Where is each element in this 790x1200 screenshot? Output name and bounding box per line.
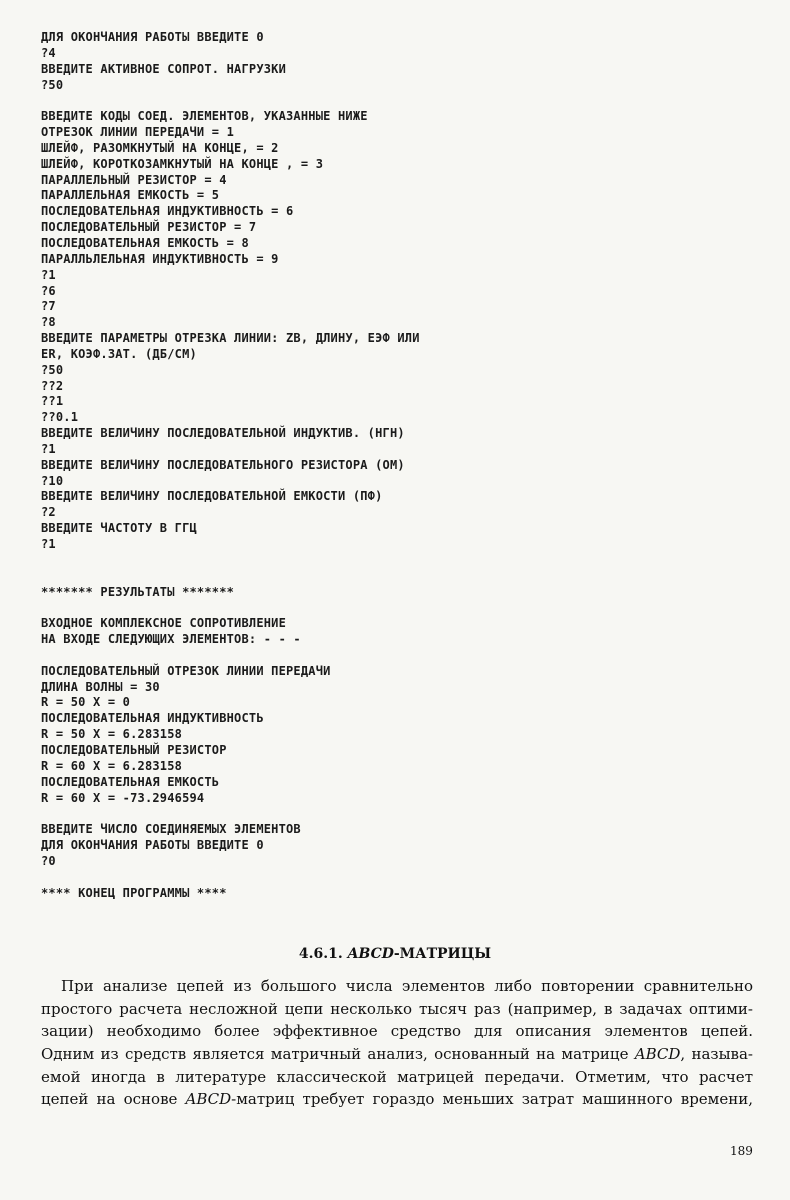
listing-line [41,806,741,822]
body-text-segment: Одним из средств является матричный анализ, основанный на матрице [41,1045,635,1064]
listing-line [41,553,741,569]
listing-line: ВВЕДИТЕ ПАРАМЕТРЫ ОТРЕЗКА ЛИНИИ: ZВ, ДЛИНУ, ЕЭФ ИЛИ [41,331,420,346]
listing-line: ВХОДНОЕ КОМПЛЕКСНОЕ СОПРОТИВЛЕНИЕ [41,616,287,631]
body-line [41,1043,753,1066]
listing-line: ПАРАЛЛЕЛЬНАЯ ЕМКОСТЬ = 5 [41,188,220,203]
italic-term: ABCD [634,1045,681,1064]
listing-line: ПОСЛЕДОВАТЕЛЬНАЯ ЕМКОСТЬ [41,774,220,789]
listing-line: ПАРАЛЛЬЛЕЛЬНАЯ ИНДУКТИВНОСТЬ = 9 [41,251,279,266]
listing-line: R = 50 X = 6.283158 [41,727,183,742]
listing-line: ER, КОЭФ.ЗАТ. (ДБ/СМ) [41,346,197,361]
listing-line: ??1 [41,394,64,409]
body-line [41,998,753,1021]
listing-line: ПАРАЛЛЕЛЬНЫЙ РЕЗИСТОР = 4 [41,172,227,187]
listing-line: ВВЕДИТЕ АКТИВНОЕ СОПРОТ. НАГРУЗКИ [41,61,287,76]
section-heading [0,946,790,962]
listing-line: ?1 [41,441,56,456]
body-text-segment: -матриц требует гораздо меньших затрат машинного времени, [231,1090,753,1109]
body-line [41,975,753,998]
listing-line: ДЛИНА ВОЛНЫ = 30 [41,679,160,694]
body-line [41,1066,753,1089]
listing-line: ?6 [41,283,56,298]
listing-line: R = 60 X = 6.283158 [41,758,183,773]
page-number: 189 [730,1144,753,1158]
listing-line [41,600,741,616]
listing-line: ?50 [41,362,64,377]
listing-line: **** КОНЕЦ ПРОГРАММЫ **** [41,885,227,900]
listing-line: ПОСЛЕДОВАТЕЛЬНАЯ ИНДУКТИВНОСТЬ [41,711,264,726]
section-number: 4.6.1. [298,946,343,962]
listing-line [41,569,741,585]
listing-line: ?0 [41,853,56,868]
listing-line: ПОСЛЕДОВАТЕЛЬНЫЙ ОТРЕЗОК ЛИНИИ ПЕРЕДАЧИ [41,663,331,678]
section-title-text: -МАТРИЦЫ [393,946,492,962]
listing-line: ?1 [41,537,56,551]
listing-line: ОТРЕЗОК ЛИНИИ ПЕРЕДАЧИ = 1 [41,125,235,140]
listing-line: ПОСЛЕДОВАТЕЛЬНЫЙ РЕЗИСТОР = 7 [41,220,257,235]
listing-line: ?10 [41,473,64,488]
body-line [41,1020,753,1043]
section-abcd: ABCD [347,946,394,962]
listing-line: ??2 [41,378,64,393]
listing-line: ?8 [41,315,56,330]
listing-line: ******* РЕЗУЛЬТАТЫ ******* [41,584,235,599]
body-paragraph [41,975,753,1111]
listing-line: ??0.1 [41,410,79,425]
program-listing [41,30,741,901]
italic-term: ABCD [185,1090,232,1109]
body-text-segment: цепей на основе [41,1090,186,1109]
listing-line: ВВЕДИТЕ ЧИСЛО СОЕДИНЯЕМЫХ ЭЛЕМЕНТОВ [41,822,301,837]
listing-line [41,93,741,109]
listing-line: ?1 [41,267,56,282]
body-text-segment: зации) необходимо более эффективное средство для описания элементов цепей. [41,1022,753,1041]
listing-line: ВВЕДИТЕ ВЕЛИЧИНУ ПОСЛЕДОВАТЕЛЬНОЙ ЕМКОСТИ (ПФ) [41,489,383,504]
listing-line: ВВЕДИТЕ ЧАСТОТУ В ГГЦ [41,521,197,536]
listing-line: ШЛЕЙФ, КОРОТКОЗАМКНУТЫЙ НА КОНЦЕ , = 3 [41,156,324,171]
listing-line: R = 50 X = 0 [41,695,131,710]
listing-line: ДЛЯ ОКОНЧАНИЯ РАБОТЫ ВВЕДИТЕ 0 [41,30,264,44]
listing-line: ?4 [41,45,56,60]
listing-line: ПОСЛЕДОВАТЕЛЬНАЯ ИНДУКТИВНОСТЬ = 6 [41,204,294,219]
listing-line: ?7 [41,299,56,314]
body-text-segment: простого расчета несложной цепи несколько тысяч раз (например, в задачах оптими- [41,999,753,1018]
listing-line: НА ВХОДЕ СЛЕДУЮЩИХ ЭЛЕМЕНТОВ: - - - [41,632,301,647]
listing-line: ВВЕДИТЕ ВЕЛИЧИНУ ПОСЛЕДОВАТЕЛЬНОГО РЕЗИСТОРА (ОМ) [41,457,405,472]
listing-line: ДЛЯ ОКОНЧАНИЯ РАБОТЫ ВВЕДИТЕ 0 [41,838,264,853]
body-text-segment: емой иногда в литературе классической матрицей передачи. Отметим, что расчет [41,1067,753,1086]
listing-line [41,648,741,664]
listing-line: ?2 [41,505,56,520]
listing-line: ВВЕДИТЕ КОДЫ СОЕД. ЭЛЕМЕНТОВ, УКАЗАННЫЕ НИЖЕ [41,109,368,124]
listing-line: R = 60 X = -73.2946594 [41,790,205,805]
body-line [41,1088,753,1111]
body-text-segment: , называ- [680,1045,753,1064]
listing-line: ?50 [41,77,64,92]
listing-line: ВВЕДИТЕ ВЕЛИЧИНУ ПОСЛЕДОВАТЕЛЬНОЙ ИНДУКТИВ. (НГН) [41,426,405,441]
body-text-segment: При анализе цепей из большого числа элементов либо повторении сравнительно [61,977,753,995]
listing-line: ШЛЕЙФ, РАЗОМКНУТЫЙ НА КОНЦЕ, = 2 [41,140,279,155]
listing-line: ПОСЛЕДОВАТЕЛЬНЫЙ РЕЗИСТОР [41,742,227,757]
listing-line: ПОСЛЕДОВАТЕЛЬНАЯ ЕМКОСТЬ = 8 [41,235,249,250]
listing-line [41,870,741,886]
